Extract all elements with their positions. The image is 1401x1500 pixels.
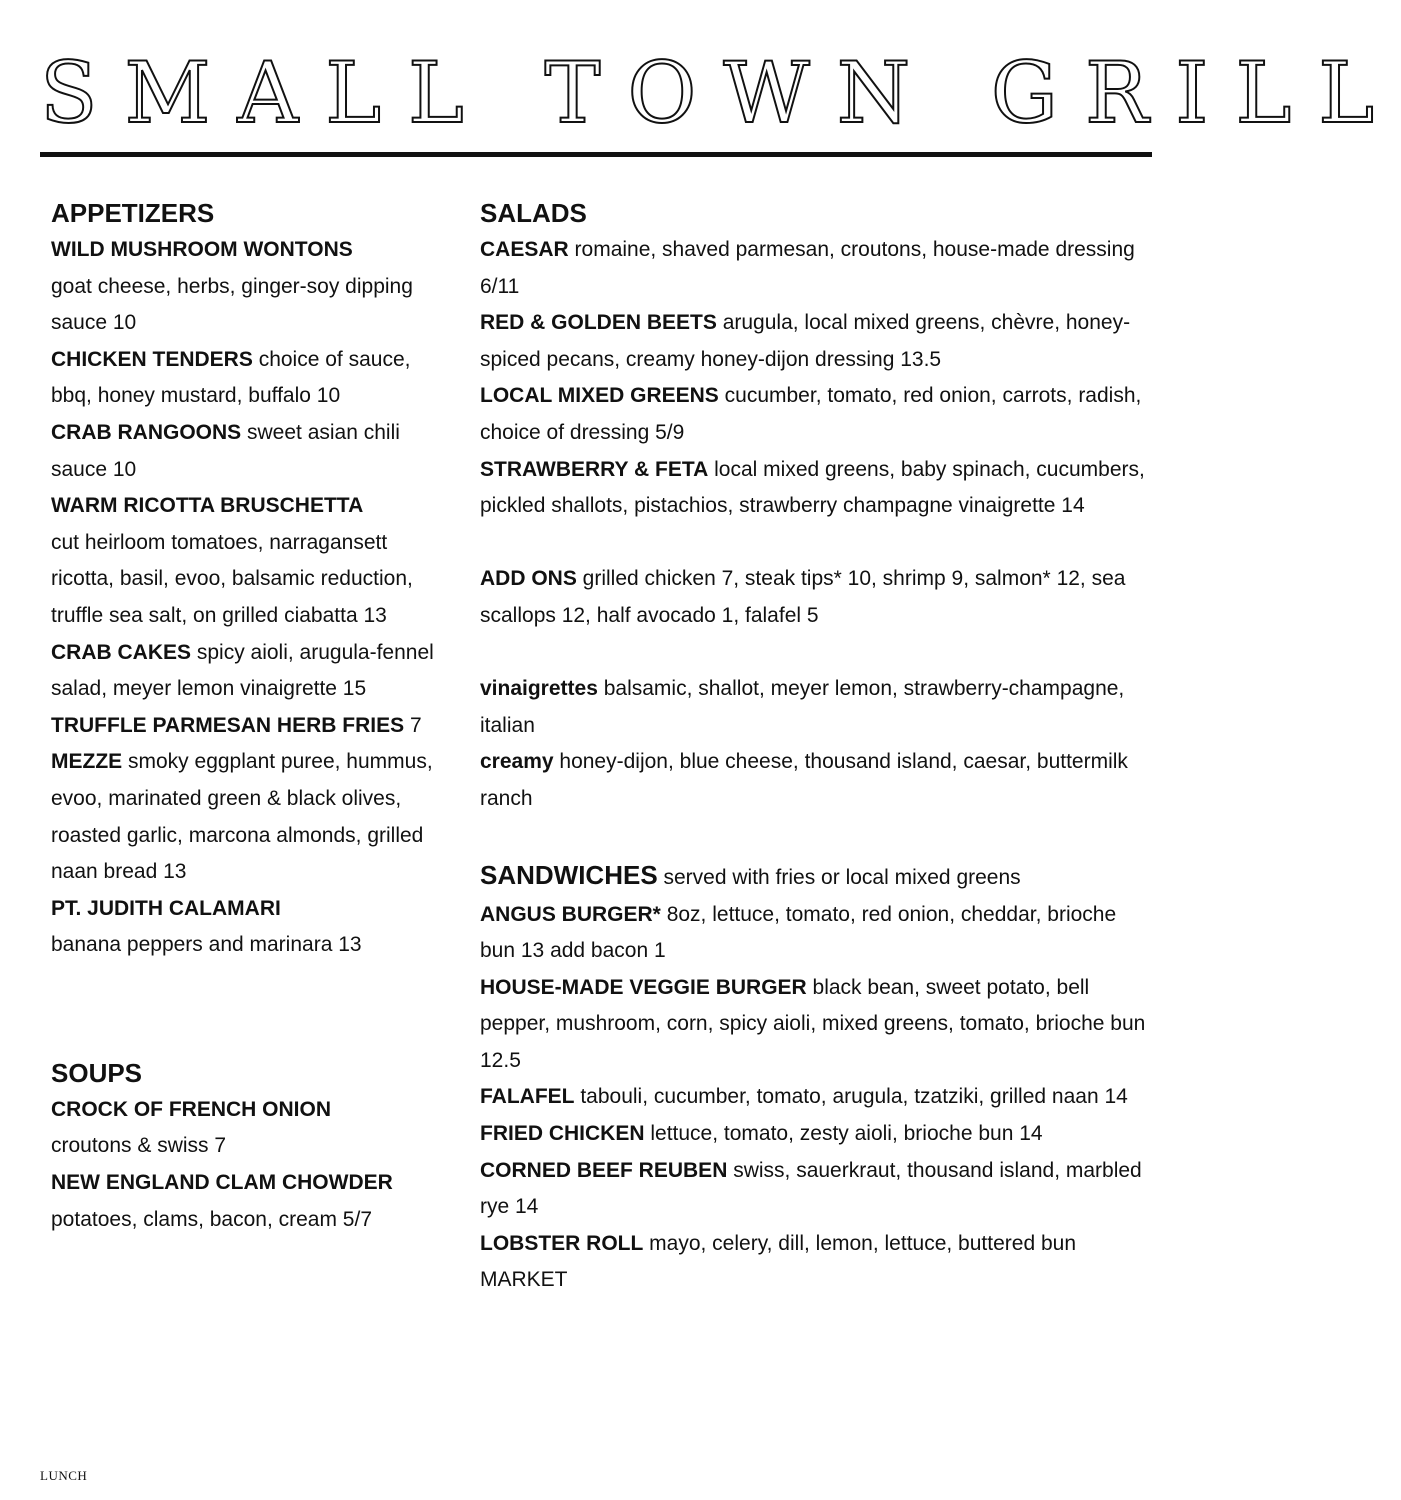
item-description: croutons & swiss 7	[51, 1134, 227, 1158]
item-description: balsamic, shallot, meyer lemon, strawberry-champagne, italian	[480, 677, 1125, 737]
menu-item	[51, 891, 436, 964]
title-divider	[40, 152, 1152, 157]
menu-item	[51, 415, 436, 488]
item-name: ANGUS BURGER*	[480, 902, 661, 926]
spacer	[480, 818, 1150, 856]
menu-item	[480, 1116, 1150, 1153]
item-name: LOBSTER ROLL	[480, 1231, 644, 1255]
item-name: RED & GOLDEN BEETS	[480, 311, 717, 335]
item-description: swiss, sauerkraut, thousand island, marbled rye 14	[480, 1158, 1142, 1219]
item-name: CHICKEN TENDERS	[51, 347, 253, 371]
item-name: FRIED CHICKEN	[480, 1122, 645, 1146]
menu-item	[51, 708, 436, 745]
section-note: served with fries or local mixed greens	[657, 865, 1021, 889]
item-description: black bean, sweet potato, bell pepper, mushroom, corn, spicy aioli, mixed greens, tomato, brioche bun 12.5	[480, 975, 1146, 1072]
menu-item	[480, 452, 1150, 525]
spacer	[480, 525, 1150, 562]
menu-item	[51, 1092, 436, 1165]
item-description: 8oz, lettuce, tomato, red onion, cheddar, brioche bun 13 add bacon 1	[480, 902, 1117, 963]
item-description: mayo, celery, dill, lemon, lettuce, buttered bun MARKET	[480, 1231, 1076, 1292]
item-name: CORNED BEEF REUBEN	[480, 1158, 728, 1182]
menu-item	[480, 1226, 1150, 1299]
item-name: PT. JUDITH CALAMARI	[51, 896, 281, 920]
spacer	[51, 964, 436, 1054]
menu-item	[480, 1079, 1150, 1116]
spacer	[480, 635, 1150, 672]
item-name: WILD MUSHROOM WONTONS	[51, 238, 353, 261]
item-name: creamy	[480, 750, 554, 774]
menu-item	[51, 744, 436, 890]
section-title: SANDWICHES	[480, 859, 658, 890]
item-description: cucumber, tomato, red onion, carrots, radish, choice of dressing 5/9	[480, 384, 1142, 444]
item-name: WARM RICOTTA BRUSCHETTA	[51, 494, 364, 518]
item-name: STRAWBERRY & FETA	[480, 457, 709, 481]
menu-item	[51, 635, 436, 708]
left-column	[51, 194, 436, 1238]
restaurant-title: SMALL TOWN GRILL	[40, 44, 1401, 142]
item-name: MEZZE	[51, 750, 123, 774]
salads-heading: SALADS	[480, 198, 587, 228]
item-name: TRUFFLE PARMESAN HERB FRIES	[51, 713, 405, 737]
menu-item	[51, 488, 436, 634]
item-description: banana peppers and marinara 13	[51, 933, 362, 957]
item-description: sweet asian chili sauce 10	[51, 420, 400, 481]
item-name: CRAB RANGOONS	[51, 420, 242, 444]
item-name: LOCAL MIXED GREENS	[480, 384, 719, 408]
right-column	[480, 194, 1150, 1299]
item-name: CRAB CAKES	[51, 640, 192, 664]
item-description: arugula, local mixed greens, chèvre, honey-spiced pecans, creamy honey-dijon dressing 13.5	[480, 311, 1131, 371]
item-name: HOUSE-MADE VEGGIE BURGER	[480, 975, 807, 999]
item-description: spicy aioli, arugula-fennel salad, meyer lemon vinaigrette 15	[51, 640, 434, 701]
menu-item	[480, 897, 1150, 970]
menu-item	[480, 970, 1150, 1080]
item-description: goat cheese, herbs, ginger-soy dipping sauce 10	[51, 274, 413, 335]
item-name: CAESAR	[480, 238, 569, 261]
sandwiches-heading	[480, 856, 1150, 897]
item-name: vinaigrettes	[480, 677, 598, 701]
item-description: choice of sauce, bbq, honey mustard, buffalo 10	[51, 347, 411, 408]
menu-item	[480, 1153, 1150, 1226]
item-description: cut heirloom tomatoes, narragansett ricotta, basil, evoo, balsamic reduction, truffle sea salt, on grilled ciabatta 13	[51, 530, 413, 627]
item-name: NEW ENGLAND CLAM CHOWDER	[51, 1171, 393, 1195]
footer-label: LUNCH	[40, 1468, 88, 1483]
soups-heading: SOUPS	[51, 1057, 143, 1088]
item-description: romaine, shaved parmesan, croutons, house-made dressing 6/11	[480, 238, 1135, 298]
menu-item	[480, 305, 1150, 378]
item-description: 7	[404, 713, 422, 737]
add-ons	[480, 561, 1150, 634]
item-description: smoky eggplant puree, hummus, evoo, marinated green & black olives, roasted garlic, marcona almonds, grilled naan bread 13	[51, 750, 433, 884]
menu-item	[480, 232, 1150, 305]
dressing-list	[480, 744, 1150, 817]
dressing-list	[480, 671, 1150, 744]
menu-item	[480, 378, 1150, 451]
item-description: tabouli, cucumber, tomato, arugula, tzatziki, grilled naan 14	[574, 1085, 1128, 1109]
item-description: grilled chicken 7, steak tips* 10, shrimp 9, salmon* 12, sea scallops 12, half avocado 1, falafel 5	[480, 567, 1126, 627]
item-name: CROCK OF FRENCH ONION	[51, 1097, 331, 1121]
item-description: lettuce, tomato, zesty aioli, brioche bun 14	[644, 1122, 1043, 1146]
menu-item	[51, 1165, 436, 1238]
item-name: FALAFEL	[480, 1085, 575, 1109]
item-description: honey-dijon, blue cheese, thousand island, caesar, buttermilk ranch	[480, 750, 1128, 810]
item-name: ADD ONS	[480, 567, 577, 591]
menu-item	[51, 232, 436, 342]
item-description: local mixed greens, baby spinach, cucumbers, pickled shallots, pistachios, strawberry champagne vinaigrette 14	[480, 457, 1145, 518]
appetizers-heading: APPETIZERS	[51, 198, 215, 228]
item-description: potatoes, clams, bacon, cream 5/7	[51, 1207, 372, 1231]
menu-item	[51, 342, 436, 415]
